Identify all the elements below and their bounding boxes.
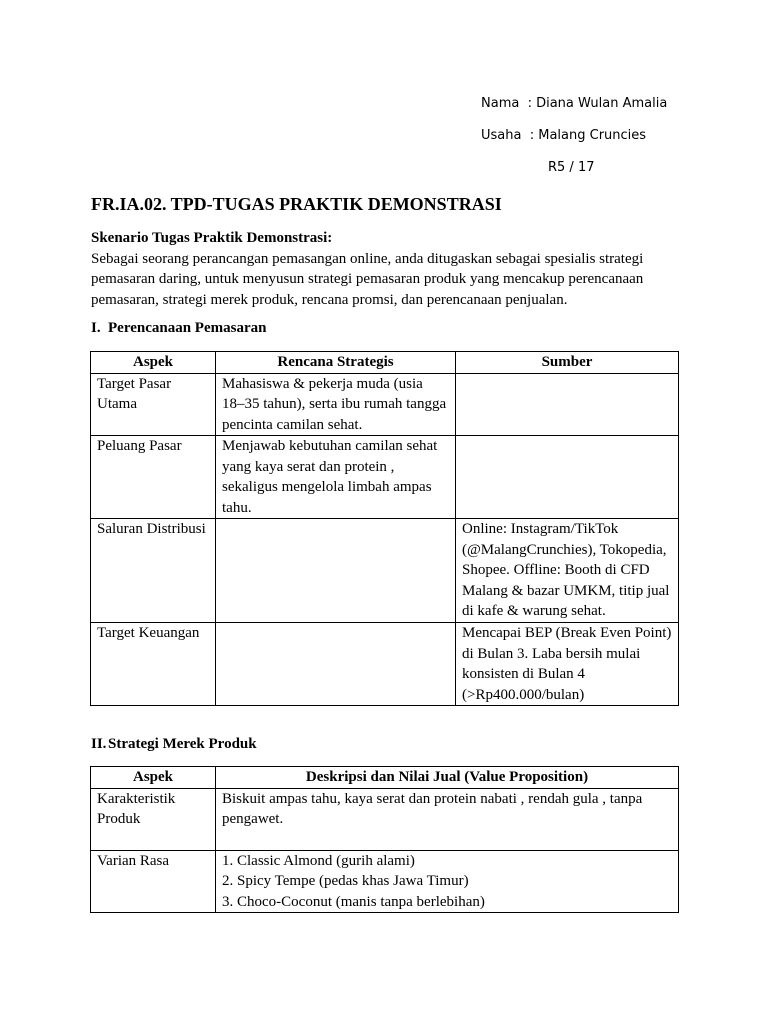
column-header: Aspek [91,767,216,789]
source-cell [456,373,679,436]
section-heading-brand-strategy [91,736,257,753]
aspect-cell: Target Pasar Utama [91,373,216,436]
aspect-cell: Target Keuangan [91,623,216,706]
flavor-item: 2. Spicy Tempe (pedas khas Jawa Timur) [222,873,469,889]
table-row [91,373,679,436]
table-row [91,623,679,706]
document-code: R5 / 17 [548,160,595,175]
description-cell [216,850,679,913]
table-row [91,788,679,850]
strategy-cell [216,623,456,706]
aspect-cell: Varian Rasa [91,850,216,913]
author-name: Nama : Diana Wulan Amalia [481,96,668,111]
column-header: Sumber [456,352,679,374]
source-cell: Mencapai BEP (Break Even Point) di Bulan 3. Laba bersih mulai konsisten di Bulan 4 (>Rp400.000/bulan) [456,623,679,706]
source-cell [456,436,679,519]
marketing-plan-table [90,351,679,706]
table-header-row [91,767,679,789]
strategy-cell: Mahasiswa & pekerja muda (usia 18–35 tahun), serta ibu rumah tangga pencinta camilan sehat. [216,373,456,436]
description-cell: Biskuit ampas tahu, kaya serat dan protein nabati , rendah gula , tanpa pengawet. [216,788,679,850]
strategy-cell: Menjawab kebutuhan camilan sehat yang kaya serat dan protein , sekaligus mengelola limbah ampas tahu. [216,436,456,519]
document-title: FR.IA.02. TPD-TUGAS PRAKTIK DEMONSTRASI [91,194,502,214]
column-header: Deskripsi dan Nilai Jual (Value Proposition) [216,767,679,789]
column-header: Aspek [91,352,216,374]
table-row [91,519,679,623]
table-header-row [91,352,679,374]
brand-strategy-table [90,766,679,913]
scenario-block [91,228,681,310]
business-name: Usaha : Malang Cruncies [481,128,647,143]
scenario-body: Sebagai seorang perancangan pemasangan online, anda ditugaskan sebagai spesialis strategi pemasaran daring, untuk menyusun strategi pemasaran produk yang mencakup perencanaan pemasaran, strategi merek produk, rencana promsi, dan perencanaan penjualan. [91,250,644,308]
aspect-cell: Peluang Pasar [91,436,216,519]
table-row [91,436,679,519]
section-title: Perencanaan Pemasaran [108,320,267,336]
scenario-heading: Skenario Tugas Praktik Demonstrasi: [91,230,333,246]
table-row [91,850,679,913]
flavor-item: 1. Classic Almond (gurih alami) [222,852,415,869]
flavor-item: 3. Choco-Coconut (manis tanpa berlebihan) [222,893,485,910]
strategy-cell [216,519,456,623]
aspect-cell: Karakteristik Produk [91,788,216,850]
source-cell: Online: Instagram/TikTok (@MalangCrunchies), Tokopedia, Shopee. Offline: Booth di CFD Malang & bazar UMKM, titip jual di kafe & warung sehat. [456,519,679,623]
section-number: II. [91,736,107,752]
column-header: Rencana Strategis [216,352,456,374]
section-title: Strategi Merek Produk [108,736,257,752]
aspect-cell: Saluran Distribusi [91,519,216,623]
section-heading-marketing-plan [91,320,266,337]
section-number: I. [91,320,101,336]
